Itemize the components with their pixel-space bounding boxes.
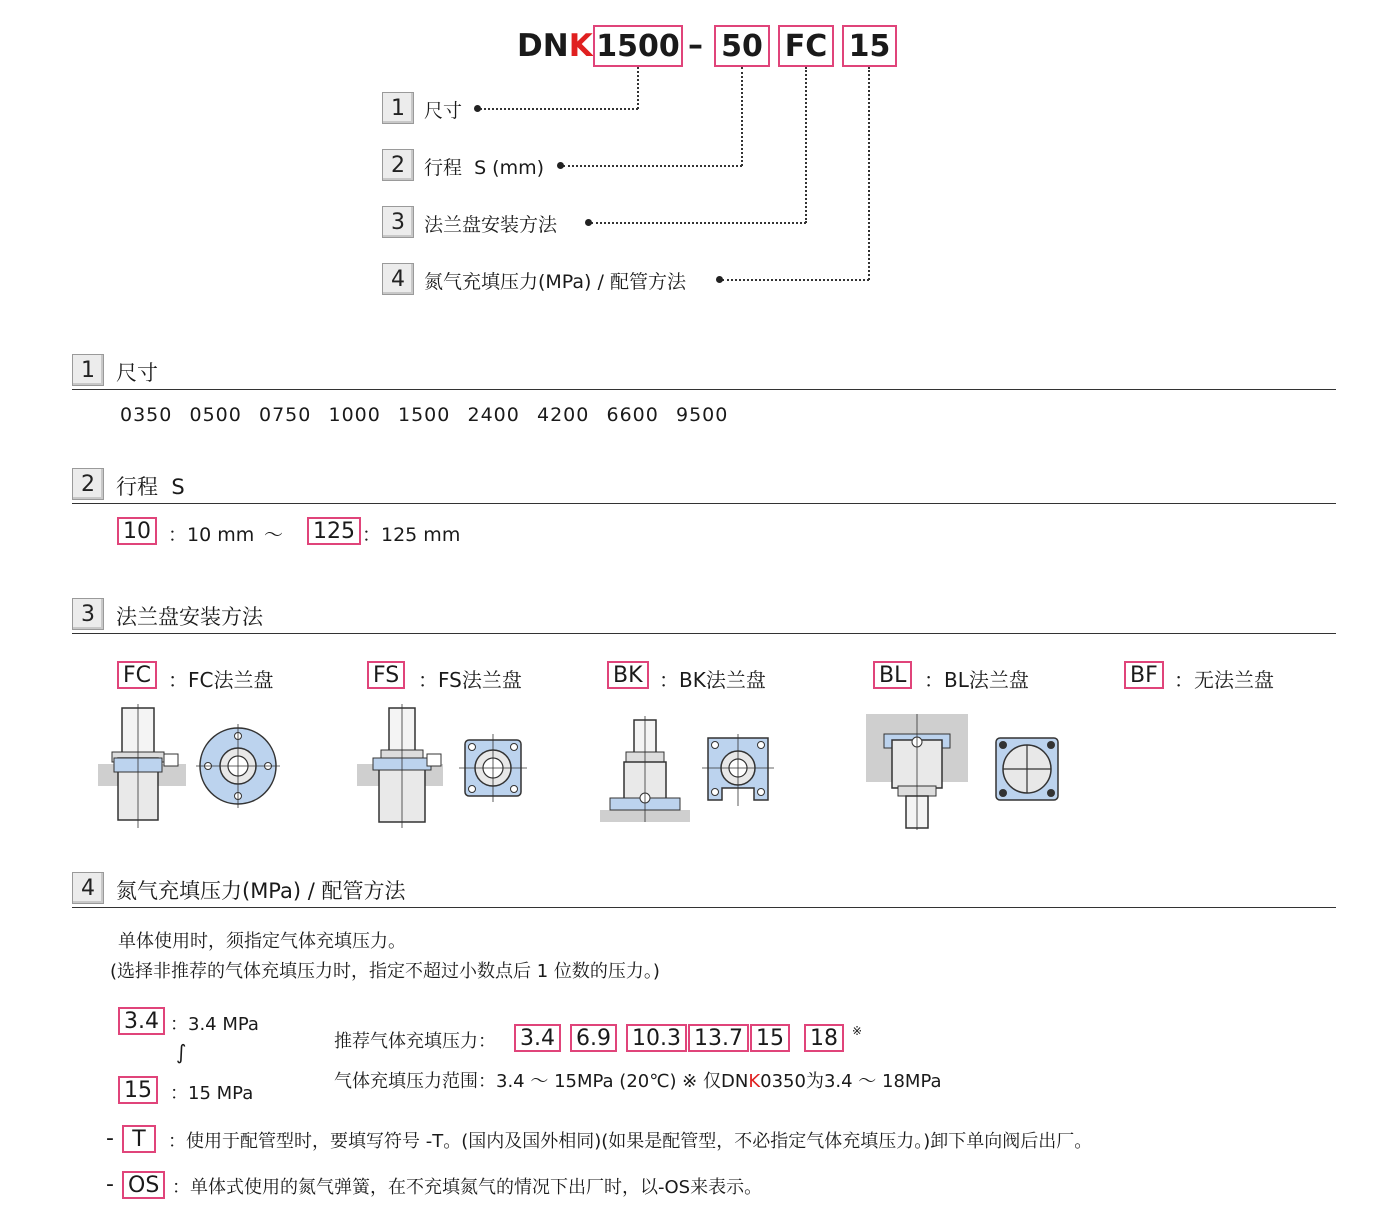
mount-text-bl: ：BL法兰盘 <box>924 668 1029 692</box>
recommended-18: 18 <box>804 1024 844 1052</box>
stroke-max-text: ：125 mm <box>362 524 461 546</box>
section3-title: 法兰盘安装方法 <box>116 605 263 629</box>
size-item: 9500 <box>676 404 729 426</box>
recommended-13-7: 13.7 <box>688 1024 749 1052</box>
legend-label-4: 氮气充填压力(MPa) / 配管方法 <box>424 271 686 293</box>
fs-flange-illustration <box>355 704 535 830</box>
legend-num-3: 3 <box>382 206 414 238</box>
os-code: OS <box>122 1171 165 1199</box>
legend-num-2: 2 <box>382 149 414 181</box>
fc-flange-illustration <box>96 704 286 830</box>
section2-num: 2 <box>72 468 104 500</box>
pressure-max-code: 15 <box>118 1076 158 1104</box>
size-item: 1500 <box>398 404 451 426</box>
bl-flange-illustration <box>866 714 1066 832</box>
t-dash: - <box>106 1126 114 1151</box>
size-list <box>120 404 746 426</box>
t-code: T <box>122 1125 156 1153</box>
stroke-tilde: ～ <box>264 524 284 546</box>
model-prefix-dn: DN <box>517 28 569 64</box>
size-item: 6600 <box>606 404 659 426</box>
leader-h1 <box>480 108 638 110</box>
leader-v4 <box>868 67 870 280</box>
pressure-min-text: ：3.4 MPa <box>170 1014 259 1035</box>
legend-label-3: 法兰盘安装方法 <box>424 214 558 236</box>
leader-v3 <box>805 67 807 223</box>
leader-dot1 <box>474 105 481 112</box>
stroke-max-code: 125 <box>307 517 361 545</box>
section4-rule <box>72 907 1336 908</box>
pressure-range-mark: ∫ <box>176 1040 187 1064</box>
mount-code-bf: BF <box>1124 661 1164 689</box>
pressure-max-text: ：15 MPa <box>170 1083 254 1104</box>
recommended-15: 15 <box>750 1024 790 1052</box>
model-prefix <box>517 26 593 66</box>
legend-label-2: 行程 S (mm) <box>424 157 545 179</box>
section1-rule <box>72 389 1336 390</box>
mount-text-fc: ：FC法兰盘 <box>168 668 274 692</box>
pressure-range-suffix: 0350为3.4 ～ 18MPa <box>760 1071 942 1092</box>
leader-h4 <box>722 279 869 281</box>
leader-v2 <box>741 67 743 166</box>
size-item: 2400 <box>467 404 520 426</box>
size-item: 1000 <box>328 404 381 426</box>
os-dash: - <box>106 1172 114 1197</box>
section2-title: 行程 S <box>116 475 185 499</box>
recommended-10-3: 10.3 <box>626 1024 687 1052</box>
pressure-note-2: (选择非推荐的气体充填压力时，指定不超过小数点后 1 位数的压力。) <box>110 961 660 982</box>
legend-num-1: 1 <box>382 92 414 124</box>
leader-dot2 <box>557 162 564 169</box>
pressure-note-1: 单体使用时，须指定气体充填压力。 <box>118 931 406 952</box>
legend-num-4: 4 <box>382 263 414 295</box>
leader-dot4 <box>716 276 723 283</box>
section4-title: 氮气充填压力(MPa) / 配管方法 <box>116 879 406 903</box>
model-stroke-box: 50 <box>714 25 770 67</box>
section3-rule <box>72 633 1336 634</box>
leader-v1 <box>637 67 639 109</box>
mount-text-bk: ：BK法兰盘 <box>659 668 766 692</box>
stroke-min-code: 10 <box>117 517 157 545</box>
section2-rule <box>72 503 1336 504</box>
recommended-6-9: 6.9 <box>570 1024 617 1052</box>
pressure-range-line <box>334 1067 942 1093</box>
mount-code-fc: FC <box>117 661 157 689</box>
mount-code-bk: BK <box>607 661 649 689</box>
stroke-min-text: ：10 mm <box>168 524 255 546</box>
size-item: 0750 <box>259 404 312 426</box>
model-dash: – <box>688 28 703 63</box>
pressure-range-k: K <box>748 1071 761 1092</box>
leader-h2 <box>563 165 742 167</box>
model-size-box: 1500 <box>593 25 683 67</box>
os-text: ：单体式使用的氮气弹簧，在不充填氮气的情况下出厂时，以-OS来表示。 <box>172 1177 763 1198</box>
model-mount-box: FC <box>778 25 834 67</box>
recommended-3-4: 3.4 <box>514 1024 561 1052</box>
section4-num: 4 <box>72 872 104 904</box>
mount-text-fs: ：FS法兰盘 <box>418 668 522 692</box>
leader-h3 <box>591 222 806 224</box>
bk-flange-illustration <box>598 714 778 826</box>
legend-label-1: 尺寸 <box>424 100 463 122</box>
section1-num: 1 <box>72 354 104 386</box>
recommended-label: 推荐气体充填压力： <box>334 1031 496 1052</box>
section1-title: 尺寸 <box>116 361 158 385</box>
size-item: 0350 <box>120 404 173 426</box>
section3-num: 3 <box>72 598 104 630</box>
pressure-min-code: 3.4 <box>118 1007 165 1035</box>
mount-code-fs: FS <box>367 661 405 689</box>
mount-code-bl: BL <box>873 661 912 689</box>
t-text: ：使用于配管型时，要填写符号 -T。(国内及国外相同)(如果是配管型，不必指定气体充填压力。)卸下单向阀后出厂。 <box>168 1131 1093 1152</box>
model-pressure-box: 15 <box>842 25 897 67</box>
recommended-asterisk: ※ <box>852 1024 863 1038</box>
model-prefix-k: K <box>568 28 593 64</box>
leader-dot3 <box>585 219 592 226</box>
size-item: 4200 <box>537 404 590 426</box>
mount-text-bf: ：无法兰盘 <box>1174 668 1274 692</box>
pressure-range-prefix: 气体充填压力范围：3.4 ～ 15MPa (20℃) ※ 仅DN <box>334 1071 749 1092</box>
size-item: 0500 <box>189 404 242 426</box>
